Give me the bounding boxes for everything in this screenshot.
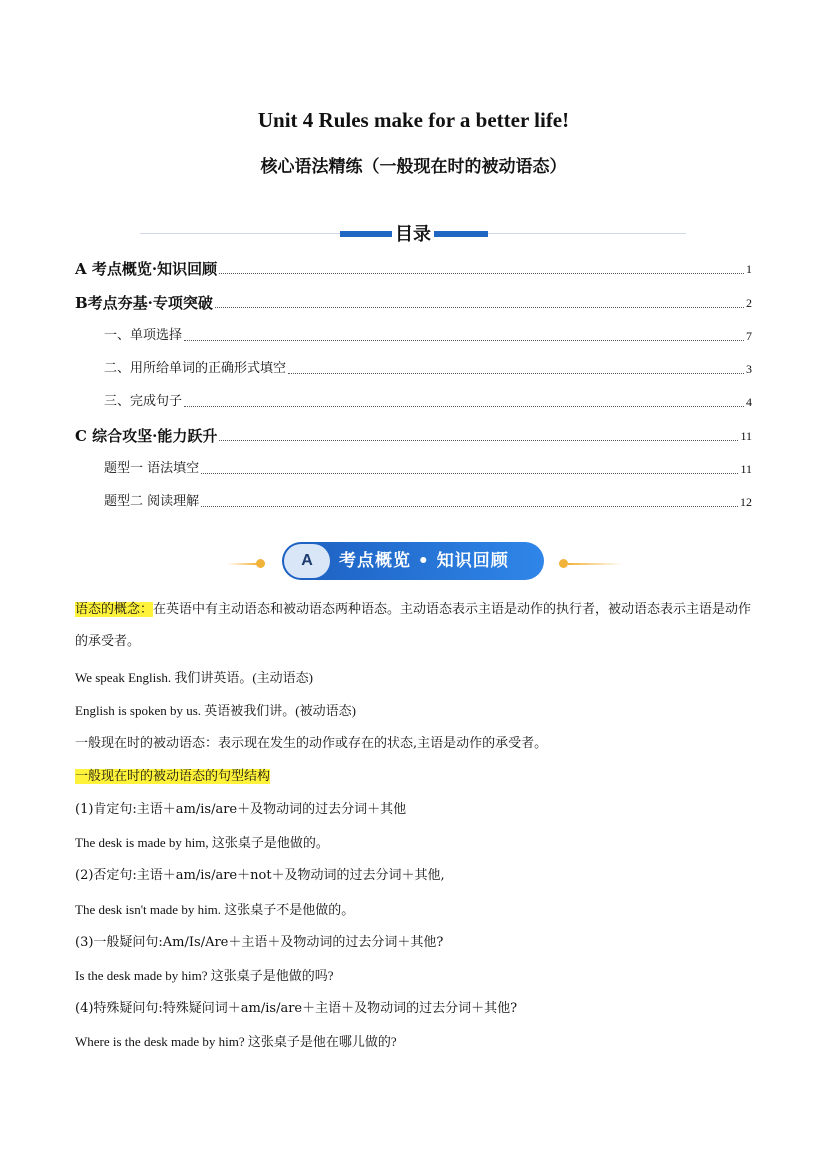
toc-item-page: 11 (740, 462, 752, 476)
banner-dot-right (559, 559, 568, 568)
toc-leader (219, 439, 738, 441)
structure-affirmative-example: The desk is made by him, 这张桌子是他做的。 (75, 835, 329, 850)
toc-item[interactable] (75, 427, 752, 445)
banner-line-right (568, 563, 623, 565)
toc-bar-right (434, 231, 488, 237)
toc-divider-right (488, 233, 686, 234)
toc-item-page: 7 (746, 329, 752, 343)
toc-item-label: 三、完成句子 (104, 394, 183, 409)
toc-item-page: 4 (746, 395, 752, 409)
concept-paragraph (75, 594, 752, 658)
toc-item[interactable] (104, 393, 752, 411)
toc-item[interactable] (104, 360, 752, 378)
structure-heading (75, 761, 752, 793)
banner-dot-left (256, 559, 265, 568)
toc-leader (215, 306, 744, 308)
toc-item-label: 题型二 阅读理解 (104, 494, 200, 509)
toc-heading: 目录 (395, 224, 431, 245)
toc-item-page: 1 (746, 262, 752, 276)
toc-item-label: 题型一 语法填空 (104, 461, 200, 476)
toc-leader (184, 405, 744, 407)
banner-text: 考点概览 • 知识回顾 (339, 551, 509, 571)
banner-letter: A (284, 544, 330, 578)
toc-item-page: 3 (746, 362, 752, 376)
toc-item[interactable] (75, 294, 752, 312)
toc-item[interactable] (104, 493, 752, 511)
structure-wh-question-example: Where is the desk made by him? 这张桌子是他在哪儿做的? (75, 1034, 397, 1049)
toc-divider-left (140, 233, 340, 234)
toc-item[interactable] (75, 260, 752, 278)
structure-negative-example: The desk isn't made by him. 这张桌子不是他做的。 (75, 902, 355, 917)
structure-affirmative: (1)肯定句:主语＋am/is/are＋及物动词的过去分词＋其他 (75, 802, 407, 817)
section-banner (227, 542, 627, 580)
structure-yes-no-question-example: Is the desk made by him? 这张桌子是他做的吗? (75, 968, 334, 983)
toc-item-label: 二、用所给单词的正确形式填空 (104, 361, 287, 376)
structure-negative: (2)否定句:主语＋am/is/are＋not＋及物动词的过去分词＋其他, (75, 868, 445, 883)
toc-item-page: 12 (740, 495, 752, 509)
document-subtitle: 核心语法精练（一般现在时的被动语态） (260, 157, 567, 177)
toc-item-label: C 综合攻坚·能力跃升 (75, 427, 218, 445)
toc-item-page: 11 (740, 429, 752, 443)
structure-heading-text: 一般现在时的被动语态的句型结构 (75, 769, 271, 784)
example-active: We speak English. 我们讲英语。(主动语态) (75, 670, 313, 685)
definition-line: 一般现在时的被动语态：表示现在发生的动作或存在的状态,主语是动作的承受者。 (75, 736, 548, 751)
toc-item-label: B考点夯基·专项突破 (75, 294, 213, 312)
banner-line-left (227, 563, 257, 565)
toc-item-label: A 考点概览·知识回顾 (75, 260, 218, 278)
toc-leader (184, 339, 744, 341)
example-passive: English is spoken by us. 英语被我们讲。(被动语态) (75, 703, 356, 718)
toc-item-label: 一、单项选择 (104, 328, 183, 343)
toc-bar-left (340, 231, 392, 237)
toc-item-page: 2 (746, 296, 752, 310)
toc-leader (288, 372, 744, 374)
structure-wh-question: (4)特殊疑问句:特殊疑问词＋am/is/are＋主语＋及物动词的过去分词＋其他? (75, 1001, 518, 1016)
toc-header (140, 220, 686, 244)
structure-yes-no-question: (3)一般疑问句:Am/Is/Are＋主语＋及物动词的过去分词＋其他? (75, 935, 444, 950)
concept-label: 语态的概念： (75, 602, 154, 617)
toc-leader (219, 272, 744, 274)
concept-text: 在英语中有主动语态和被动语态两种语态。主动语态表示主语是动作的执行者，被动语态表示主语是动作的承受者。 (75, 602, 752, 649)
toc-item[interactable] (104, 327, 752, 345)
toc-leader (201, 505, 738, 507)
toc-item[interactable] (104, 460, 752, 478)
document-title: Unit 4 Rules make for a better life! (257, 108, 570, 132)
toc-leader (201, 472, 738, 474)
